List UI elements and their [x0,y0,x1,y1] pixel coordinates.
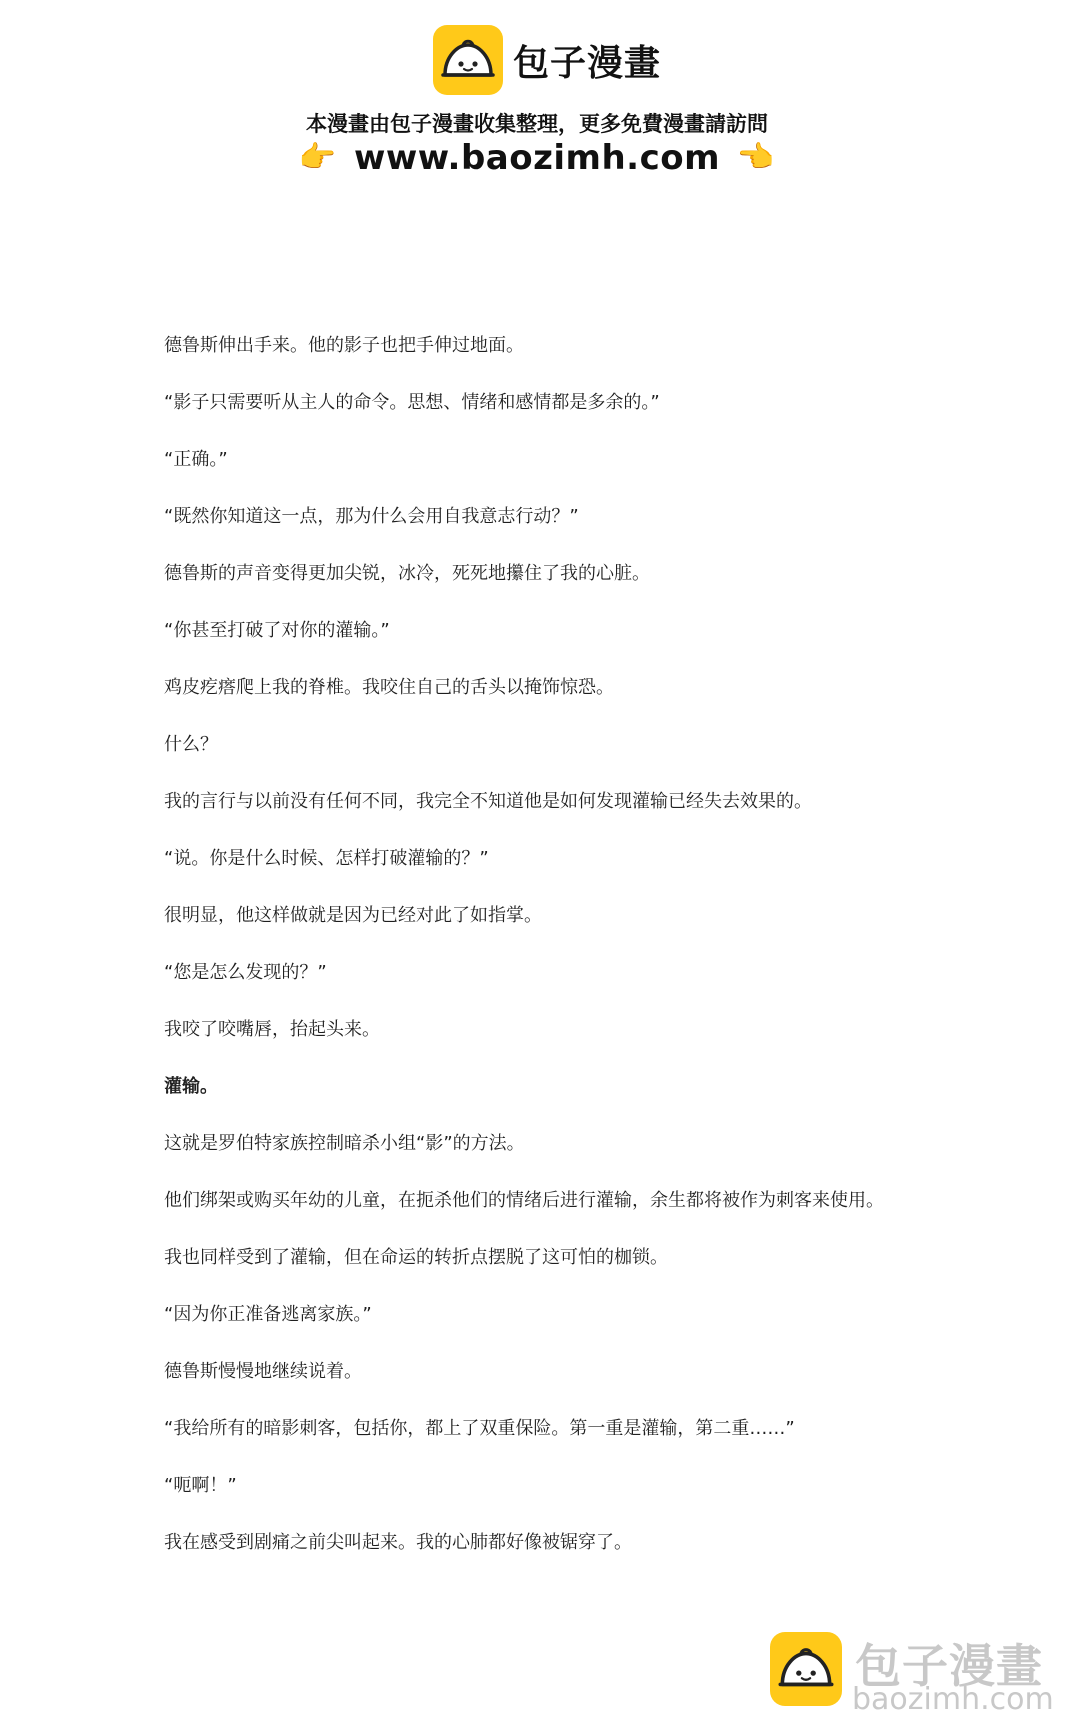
site-url-link[interactable]: www.baozimh.com [353,138,721,178]
story-text [164,330,944,1584]
brand[interactable] [433,24,661,96]
paragraph: 什么？ [164,734,218,755]
watermark-brand-name: 包子漫畫 [855,1639,1043,1693]
paragraph: 我咬了咬嘴唇，抬起头来。 [164,1019,380,1040]
paragraph: 我在感受到剧痛之前尖叫起来。我的心肺都好像被锯穿了。 [164,1532,632,1553]
paragraph: 他们绑架或购买年幼的儿童，在扼杀他们的情绪后进行灌输，余生都将被作为刺客来使用。 [164,1190,884,1211]
watermark-url: baozimh.com [852,1682,1054,1717]
watermark [770,1632,1060,1717]
pointing-hand-icon: 👉 [298,140,336,175]
site-banner [0,20,1074,180]
paragraph: 德鲁斯慢慢地继续说着。 [164,1361,362,1382]
paragraph: 我的言行与以前没有任何不同，我完全不知道他是如何发现灌输已经失去效果的。 [164,791,812,812]
paragraph: “既然你知道这一点，那为什么会用自我意志行动？” [164,506,579,527]
bun-logo-icon [770,1632,842,1706]
banner-notice: 本漫畫由包子漫畫收集整理，更多免費漫畫請訪問 [306,112,768,136]
pointing-hand-icon: 👉 [738,140,776,175]
paragraph: 这就是罗伯特家族控制暗杀小组“影”的方法。 [164,1133,525,1154]
paragraph: 很明显，他这样做就是因为已经对此了如指掌。 [164,905,542,926]
paragraph: 我也同样受到了灌输，但在命运的转折点摆脱了这可怕的枷锁。 [164,1247,668,1268]
paragraph: 鸡皮疙瘩爬上我的脊椎。我咬住自己的舌头以掩饰惊恐。 [164,677,614,698]
paragraph: “正确。” [164,449,228,470]
paragraph: 德鲁斯伸出手来。他的影子也把手伸过地面。 [164,335,524,356]
paragraph: “因为你正准备逃离家族。” [164,1304,372,1325]
bun-logo-icon [433,25,503,95]
paragraph: 德鲁斯的声音变得更加尖锐，冰冷，死死地攥住了我的心脏。 [164,563,650,584]
url-row [0,138,1074,178]
paragraph-emphasis: 灌输。 [164,1076,218,1097]
brand-name: 包子漫畫 [513,42,662,84]
paragraph: “你甚至打破了对你的灌输。” [164,620,390,641]
paragraph: “您是怎么发现的？” [164,962,327,983]
paragraph: “我给所有的暗影刺客，包括你，都上了双重保险。第一重是灌输，第二重……” [164,1418,795,1439]
paragraph: “影子只需要听从主人的命令。思想、情绪和感情都是多余的。” [164,392,660,413]
paragraph: “说。你是什么时候、怎样打破灌输的？” [164,848,489,869]
paragraph: “呃啊！” [164,1475,237,1496]
